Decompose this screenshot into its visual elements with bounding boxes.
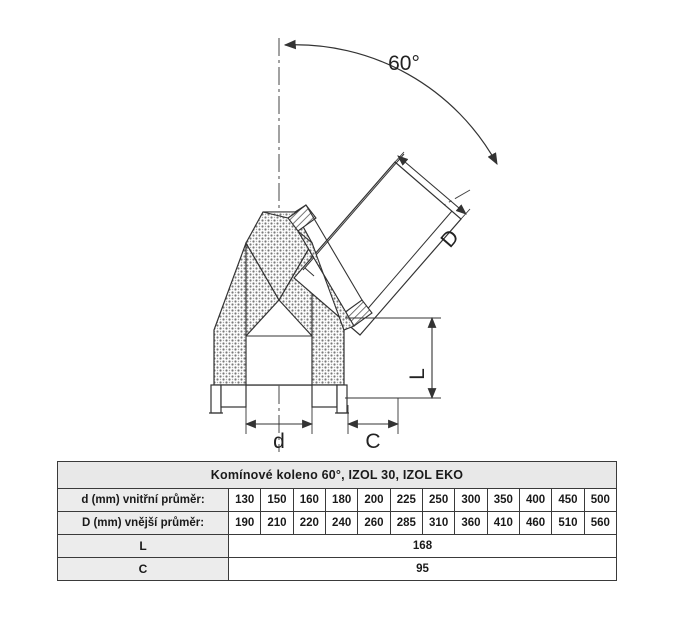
specification-table bbox=[57, 461, 617, 581]
dimension-D-label: D bbox=[436, 225, 464, 253]
cell-D-6: 310 bbox=[422, 512, 454, 535]
row-header-D: D (mm) vnější průměr: bbox=[58, 512, 229, 535]
cell-D-1: 210 bbox=[261, 512, 293, 535]
table-title: Komínové koleno 60°, IZOL 30, IZOL EKO bbox=[58, 462, 617, 489]
dimension-C bbox=[348, 398, 398, 434]
cell-d-2: 160 bbox=[293, 489, 325, 512]
cell-d-4: 200 bbox=[358, 489, 390, 512]
cell-d-11: 500 bbox=[584, 489, 616, 512]
cell-d-3: 180 bbox=[325, 489, 357, 512]
cell-D-10: 510 bbox=[552, 512, 584, 535]
cell-D-11: 560 bbox=[584, 512, 616, 535]
cell-L-value: 168 bbox=[229, 535, 617, 558]
row-header-L: L bbox=[58, 535, 229, 558]
row-header-d: d (mm) vnitřní průměr: bbox=[58, 489, 229, 512]
cell-d-6: 250 bbox=[422, 489, 454, 512]
row-header-C: C bbox=[58, 558, 229, 581]
dimension-C-label: C bbox=[365, 430, 381, 453]
cell-D-8: 410 bbox=[487, 512, 519, 535]
dimension-d-label: d bbox=[273, 430, 285, 453]
cell-D-0: 190 bbox=[229, 512, 261, 535]
cell-d-0: 130 bbox=[229, 489, 261, 512]
table-row bbox=[58, 489, 617, 512]
cell-C-value: 95 bbox=[229, 558, 617, 581]
table-title-row bbox=[58, 462, 617, 489]
cell-d-5: 225 bbox=[390, 489, 422, 512]
dimension-L-label: L bbox=[406, 368, 429, 380]
angle-label: 60° bbox=[388, 52, 420, 75]
cell-d-8: 350 bbox=[487, 489, 519, 512]
cell-D-2: 220 bbox=[293, 512, 325, 535]
table-row bbox=[58, 512, 617, 535]
cell-D-5: 285 bbox=[390, 512, 422, 535]
specification-table-container bbox=[57, 461, 617, 581]
cell-d-1: 150 bbox=[261, 489, 293, 512]
cell-D-9: 460 bbox=[519, 512, 551, 535]
cell-D-4: 260 bbox=[358, 512, 390, 535]
cell-d-9: 400 bbox=[519, 489, 551, 512]
cell-d-7: 300 bbox=[455, 489, 487, 512]
table-row bbox=[58, 535, 617, 558]
cell-D-3: 240 bbox=[325, 512, 357, 535]
cell-d-10: 450 bbox=[552, 489, 584, 512]
cell-D-7: 360 bbox=[455, 512, 487, 535]
table-row bbox=[58, 558, 617, 581]
